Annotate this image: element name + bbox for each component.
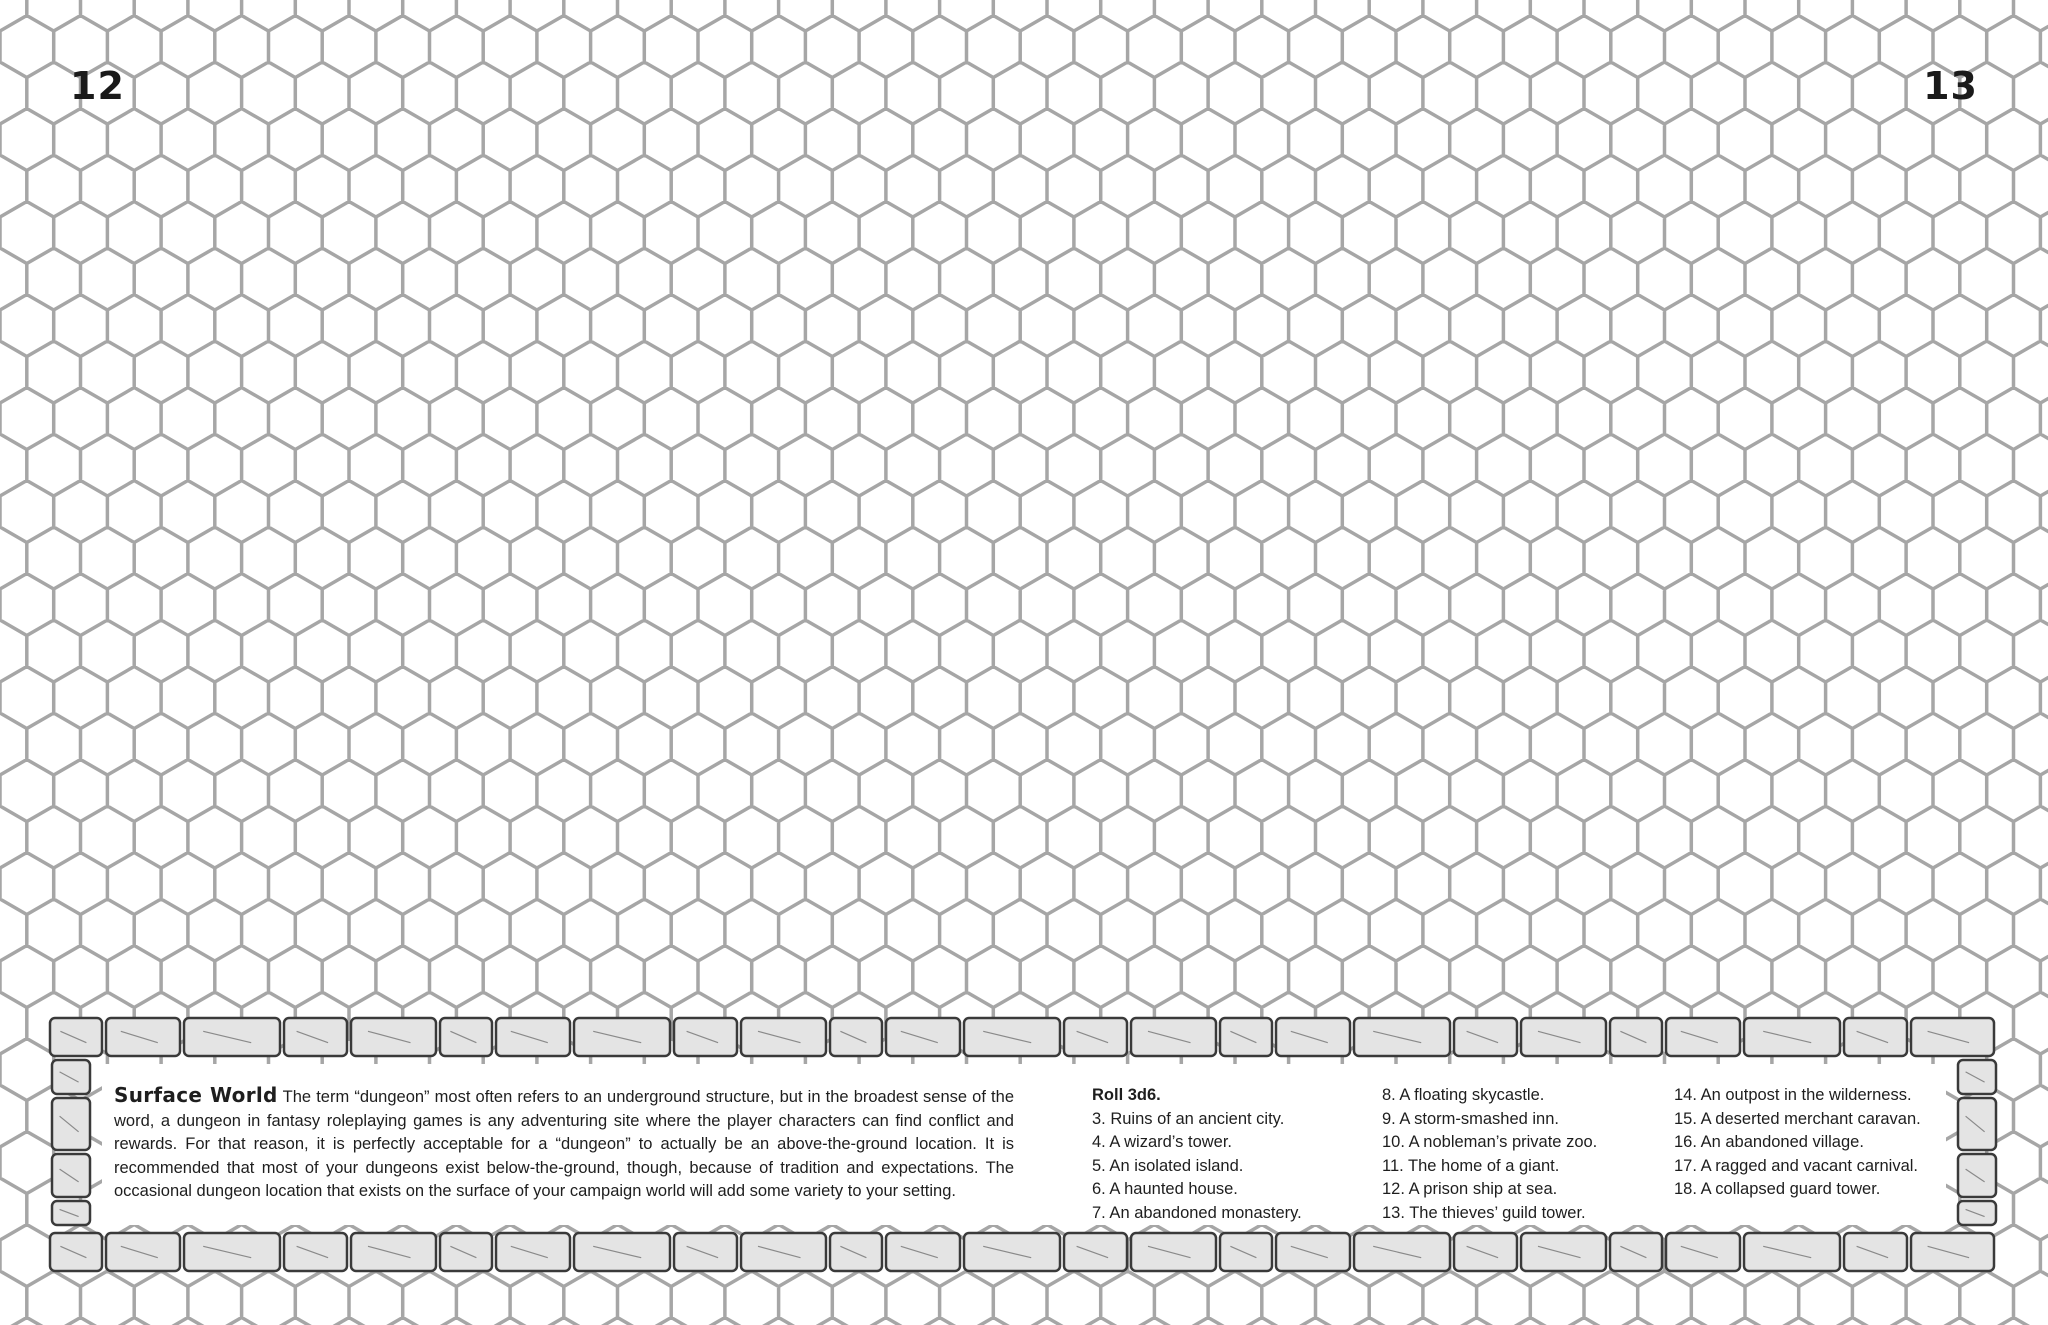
roll-table-entry: 12. A prison ship at sea. [1382, 1180, 1558, 1198]
roll-table-entry: 16. An abandoned village. [1674, 1133, 1864, 1151]
roll-table-entry: 9. A storm-smashed inn. [1382, 1109, 1559, 1128]
roll-table-entry: 5. An isolated island. [1092, 1156, 1244, 1175]
roll-table-entry: 8. A floating skycastle. [1382, 1086, 1545, 1104]
roll-table-entry: 13. The thieves’ guild tower. [1382, 1203, 1586, 1222]
page-number-right: 13 [1923, 64, 1978, 108]
roll-table-entry: 17. A ragged and vacant carnival. [1674, 1156, 1919, 1175]
section-body [114, 1084, 1014, 1204]
roll-table-entry: 6. A haunted house. [1092, 1180, 1238, 1198]
roll-table-entry: 4. A wizard’s tower. [1092, 1133, 1233, 1151]
section-body-text: The term “dungeon” most often refers to an underground structure, but in the broadest sense of the word, a dungeon in fantasy roleplaying games is any adventuring site where the player characters can find conflict and rewards. For that reason, it is perfectly acceptable for a “dungeon” to actually be an above-the-ground location. It is recommended that most of your dungeons exist below-the-ground, though, because of tradition and expectations. The occasional dungeon location that exists on the surface of your campaign world will add some variety to your setting. [114, 1088, 1014, 1200]
roll-table-entry: 15. A deserted merchant caravan. [1674, 1109, 1921, 1128]
roll-table-label: Roll 3d6. [1092, 1086, 1161, 1104]
roll-table-column-1 [1092, 1084, 1302, 1225]
roll-table-entry: 3. Ruins of an ancient city. [1092, 1109, 1285, 1128]
roll-table-entry: 14. An outpost in the wilderness. [1674, 1086, 1912, 1104]
roll-table-column-2 [1382, 1084, 1597, 1225]
roll-table-entry: 10. A nobleman’s private zoo. [1382, 1133, 1598, 1151]
roll-table-entry: 7. An abandoned monastery. [1092, 1203, 1302, 1222]
roll-table-entry: 18. A collapsed guard tower. [1674, 1180, 1881, 1198]
text-box-content [102, 1064, 1946, 1225]
page-number-left: 12 [70, 64, 125, 108]
roll-table-column-3 [1674, 1084, 1921, 1202]
section-heading: Surface World [114, 1083, 278, 1107]
roll-table-entry: 11. The home of a giant. [1382, 1156, 1560, 1175]
stone-border-text-box [46, 1014, 2002, 1275]
